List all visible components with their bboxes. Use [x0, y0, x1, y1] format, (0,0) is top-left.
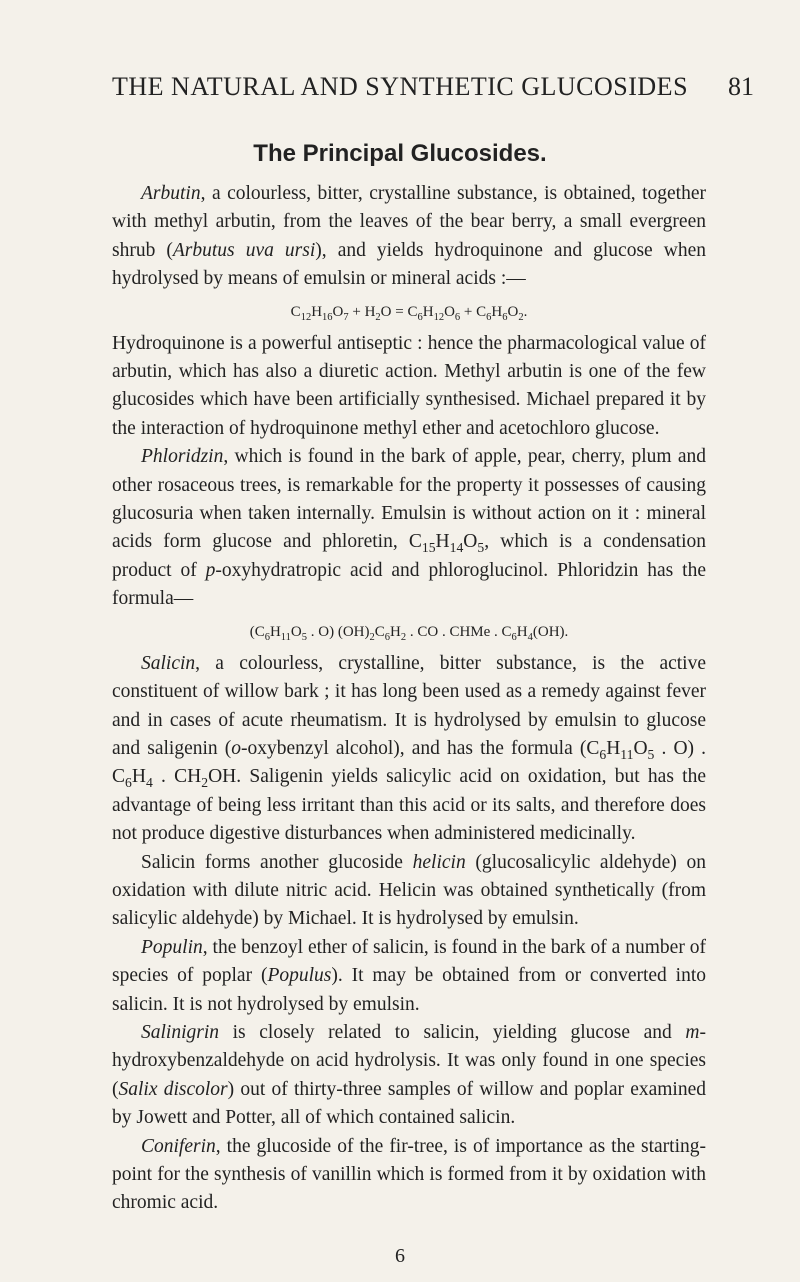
page-number: 81: [728, 72, 754, 101]
term-salicin: Salicin: [141, 652, 196, 674]
section-heading: The Principal Glucosides.: [253, 140, 547, 167]
term-coniferin: Coniferin: [141, 1135, 216, 1157]
term-phloridzin: Phloridzin: [141, 446, 224, 468]
running-title: THE NATURAL AND SYNTHETIC GLUCOSIDES: [112, 72, 689, 101]
term-helicin: helicin: [412, 851, 466, 873]
term-populin: Populin: [141, 936, 203, 958]
formula-phloridzin: ($C_6H_{11}O_5$ . O) $(OH)_2C_6H_2$ . CO . CHMe . $C_6H_4(OH)$.: [249, 623, 569, 643]
genus-populus: Populus: [267, 965, 332, 987]
term-salinigrin: Salinigrin: [141, 1021, 220, 1043]
body-text: [112, 180, 706, 1218]
term-arbutin: Arbutin: [141, 183, 201, 204]
running-header: [0, 72, 800, 112]
paragraph-hydroquinone: Hydroquinone is a powerful antiseptic : hence the pharmacological value of arbutin, which has also a diuretic action. Methyl arbutin is one of the few glucosides which have been artificially synthesised. Michael prepared it by the interaction of hydroquinone methyl ether and acetochloro glucose.: [112, 332, 706, 439]
paragraph-salicin: Salicin, a colourless, crystalline, bitter substance, is the active constituent of willow bark ; it has long been used as a remedy against fever and in cases of acute rheumatism. It is hydrolysed by emulsin to glucose and saligenin (o-oxybenzyl alcohol), and has the formula ($C_6H_{11}O_5$ . O) . $C_6H_4$ . $CH_2OH$. Saligenin yields salicylic acid on oxidation, but has the advantage of being less irritant than this acid or its salts, and therefore does not produce digestive disturbances when administered medicinally.: [112, 652, 707, 845]
paragraph-salinigrin: Salinigrin is closely related to salicin, yielding glucose and m-hydroxybenzaldehyde on acid hydrolysis. It was only found in one species (Salix discolor) out of thirty-three samples of willow and poplar examined by Jowett and Potter, all of which contained salicin.: [112, 1021, 706, 1129]
species-salix: Salix discolor: [118, 1078, 228, 1100]
paragraph-phloridzin: Phloridzin, which is found in the bark of apple, pear, cherry, plum and other rosaceous trees, is remarkable for the property it possesses of causing glucosuria when taken internally. Emulsin is without action on it : mineral acids form glucose and phloretin, $C_{15}H_{14}O_5$, which is a condensation product of p-oxyhydratropic acid and phloroglucinol. Phloridzin has the formula—: [112, 446, 706, 610]
paragraph-arbutin: Arbutin, a colourless, bitter, crystalline substance, is obtained, together with methyl arbutin, from the leaves of the bear berry, a small evergreen shrub (Arbutus uva ursi), and yields hydroquinone and glucose when hydrolysed by means of emulsin or mineral acids :—: [112, 183, 706, 290]
signature-mark: 6: [395, 1245, 405, 1267]
paragraph-helicin: Salicin forms another glucoside helicin (glucosalicylic aldehyde) on oxidation with dilute nitric acid. Helicin was obtained synthetically (from salicylic aldehyde) by Michael. It is hydrolysed by emulsin.: [112, 851, 706, 930]
paragraph-populin: Populin, the benzoyl ether of salicin, is found in the bark of a number of species of poplar (Populus). It may be obtained from or converted into salicin. It is not hydrolysed by emulsin.: [112, 936, 707, 1015]
paragraph-coniferin: Coniferin, the glucoside of the fir-tree, is of importance as the starting-point for the synthesis of vanillin which is formed from it by oxidation with chromic acid.: [112, 1135, 706, 1214]
species-arbutus: Arbutus uva ursi: [172, 239, 316, 261]
formula-arbutin-hydrolysis: $C_{12}H_{16}O_7 + H_2O = C_6H_{12}O_6 + C_6H_6O_2$.: [290, 303, 528, 323]
